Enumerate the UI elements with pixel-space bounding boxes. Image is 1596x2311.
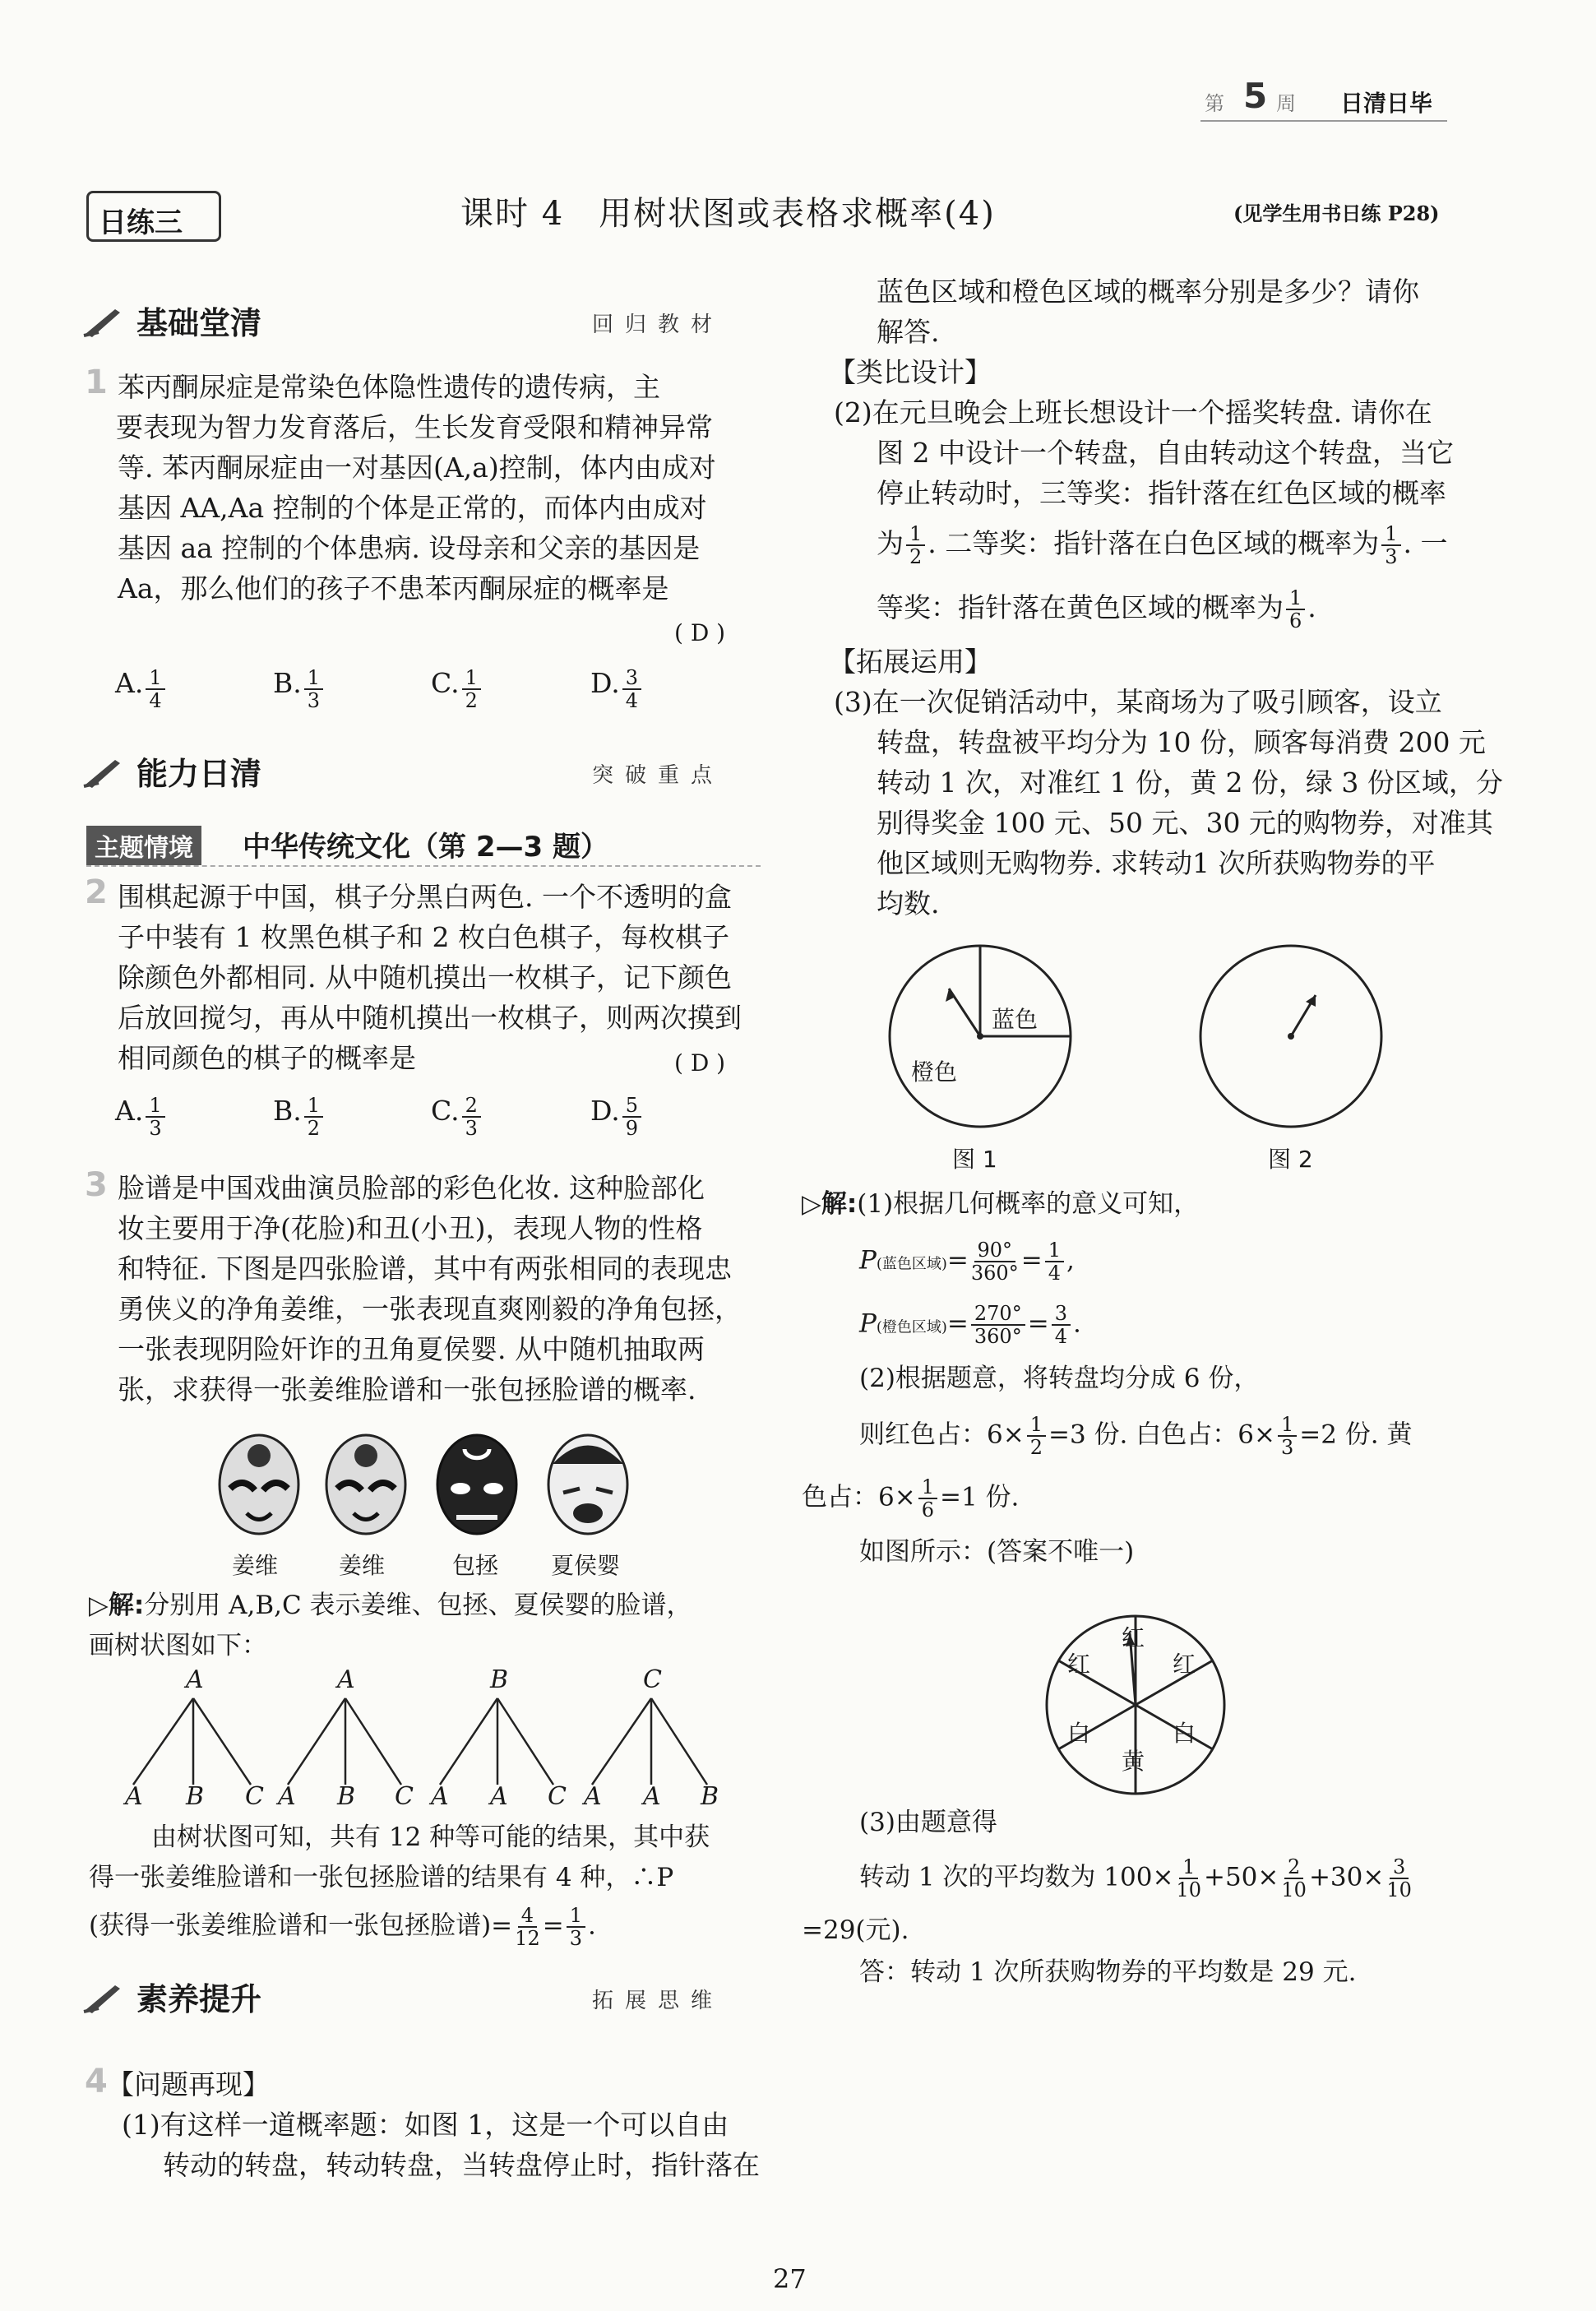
section-literacy-title: 素养提升 (136, 1981, 262, 2017)
opera-masks (214, 1431, 641, 1579)
header-rule (1200, 120, 1447, 122)
problem-label: 【问题再现】 (107, 2068, 270, 2100)
question-4-text-left (107, 2064, 773, 2185)
ext-label: 【拓展运用】 (829, 646, 992, 678)
option-d: D. $\frac{5}{9}$ (590, 1091, 644, 1139)
day-badge-text: 日练三 (99, 206, 183, 239)
section-basic-tag: 回归教材 (592, 313, 724, 337)
option-c: C. $\frac{1}{2}$ (431, 663, 483, 711)
q3-line: 脸谱是中国戏曲演员脸部的彩色化妆. 这种脸部化 (118, 1172, 705, 1204)
conclusion-line: (获得一张姜维脸谱和一张包拯脸谱)= (89, 1910, 513, 1941)
analog-label: 【类比设计】 (829, 356, 992, 388)
conclusion-line: 得一张姜维脸谱和一张包拯脸谱的结果有 4 种，∴P (89, 1863, 674, 1892)
section-ability (82, 748, 756, 794)
section-literacy (82, 1974, 756, 2020)
question-1-text (118, 367, 767, 609)
tree-leaf: A (584, 1782, 602, 1811)
theme-label: 主题情境 (86, 826, 201, 865)
wheel-labels (1041, 1610, 1230, 1799)
tree-root: C (643, 1665, 662, 1694)
mask-icon (432, 1431, 522, 1546)
q3-line: 和特征. 下图是四张脸谱，其中有两张相同的表现忠 (118, 1253, 732, 1285)
tree-leaf: B (701, 1782, 719, 1811)
brand-label: 日清日毕 (1340, 90, 1433, 117)
week-suffix: 周 (1276, 92, 1296, 115)
q4-line: 均数. (877, 887, 940, 919)
q4-line: 解答. (877, 316, 940, 348)
q4-line: (3)在一次促销活动中，某商场为了吸引顾客，设立 (834, 686, 1442, 718)
figure-1-spinner (881, 938, 1079, 1135)
mask-label: 姜维 (232, 1552, 279, 1579)
solution-line: 画树状图如下： (89, 1631, 267, 1660)
option-b: B. $\frac{1}{3}$ (273, 663, 326, 711)
q2-line: 围棋起源于中国，棋子分黑白两色. 一个不透明的盒 (118, 881, 732, 913)
tree-leaf: A (431, 1782, 449, 1811)
wheel-sector: 白 (1067, 1720, 1091, 1747)
q3-line: 勇侠义的净角姜维，一张表现直爽刚毅的净角包拯， (118, 1293, 742, 1325)
tree-leaf: A (643, 1782, 661, 1811)
section-ability-title: 能力日清 (136, 756, 262, 792)
question-2-options (115, 1091, 740, 1156)
wheel-sector: 红 (1122, 1624, 1145, 1651)
question-1-options (115, 663, 740, 729)
page-number: 27 (773, 2263, 807, 2295)
section-ability-tag: 突破重点 (592, 763, 724, 788)
question-4-text-right: 蓝色区域和橙色区域的概率分别是多少？请你 解答. 【类比设计】 (2)在元旦晚会上班长想设计一个摇奖转盘. 请你在 图 2 中设计一个转盘，自由转动这个转盘，当它 停止转动时，三等奖：指针落在红色区域的概率 为 $\frac{1}{2}$ . 二等奖：指针落在白色区域的概率为 $\frac{1}{3}$ . 一 等奖：指针落在黄色区域的概率为 $\frac{1}{6}$ . 【拓展运用】 (3)在一次促销活动中，某商场为了吸引顾客，设立 转盘，转盘被平均分为 10 份，顾客每消费 200 元 转动 1 次，对准红 1 份，黄 2 份，绿 3 份区域，分 别得奖金 100 元、50 元、30 元的购物券，对准其 他区域则无购物券. 求转动1 次所获购物券的平 均数. (829, 271, 1503, 924)
tree-leaf: C (548, 1782, 567, 1811)
theme-banner (86, 822, 761, 867)
figure-2-caption: 图 2 (1268, 1146, 1313, 1173)
tree-leaf: B (186, 1782, 205, 1811)
q4-line: 图 2 中设计一个转盘，自由转动这个转盘，当它 (877, 437, 1454, 469)
question-4-part3-solution: (3)由题意得 转动 1 次的平均数为 100× $\frac{1}{10}$ +50× $\frac{2}{10}$ +30× $\frac{3}{10}$ =29(元). 答：转动 1 次所获购物券的平均数是 29 元. (802, 1808, 1412, 1987)
q1-line: 基因 aa 控制的个体患病. 设母亲和父亲的基因是 (118, 532, 701, 564)
tree-leaf: A (278, 1782, 296, 1811)
q2-line: 相同颜色的棋子的概率是 (118, 1042, 416, 1074)
option-c: C. $\frac{2}{3}$ (431, 1091, 483, 1139)
q4-line: 蓝色区域和橙色区域的概率分别是多少？请你 (877, 276, 1419, 308)
theme-text: 中华传统文化（第 2—3 题） (243, 831, 608, 864)
lesson-title: 课时 4 用树状图或表格求概率(4) (460, 195, 996, 233)
figure-2-spinner (1192, 938, 1390, 1135)
pen-icon (82, 753, 132, 790)
question-1-answer: ( D ) (674, 619, 726, 646)
q4-line: 别得奖金 100 元、50 元、30 元的购物券，对准其 (877, 807, 1493, 839)
solution-line: 分别用 A,B,C 表示姜维、包拯、夏侯婴的脸谱， (144, 1591, 692, 1620)
tree-labels (115, 1665, 740, 1809)
mask-label: 姜维 (339, 1552, 386, 1579)
q2-line: 后放回搅匀，再从中随机摸出一枚棋子，则两次摸到 (118, 1002, 742, 1034)
tree-leaf: C (245, 1782, 264, 1811)
tree-root: A (337, 1665, 355, 1694)
solution-label: ▷解: (802, 1189, 858, 1219)
option-a: A. $\frac{1}{3}$ (115, 1091, 168, 1139)
wheel-sector: 红 (1067, 1651, 1091, 1678)
mask-icon (543, 1431, 633, 1546)
tree-leaf: A (125, 1782, 143, 1811)
q4-line: 停止转动时，三等奖：指针落在红色区域的概率 (877, 477, 1446, 509)
question-4-number: 4 (85, 2063, 108, 2100)
wheel-sector: 白 (1173, 1720, 1196, 1747)
tree-leaf: C (395, 1782, 414, 1811)
day-badge (86, 191, 221, 242)
question-4-solution: ▷解:(1)根据几何概率的意义可知， P(蓝色区域)= $\frac{90^\circ}{360^\circ}$ = $\frac{1}{4}$ , P(橙色区域)= $\frac{270^\circ}{360^\circ}$ = $\frac{3}{4}$ . (2)根据题意，将转盘均分成 6 份， 则红色占：6× $\frac{1}{2}$ =3 份. 白色占：6× $\frac{1}{3}$ =2 份. 黄 色占：6× $\frac{1}{6}$ =1 份. 如图所示：(答案不唯一) (802, 1189, 1413, 1567)
question-3-solution (89, 1586, 763, 1666)
question-1-number: 1 (85, 364, 108, 401)
section-basic-title: 基础堂清 (136, 305, 262, 341)
q4-line: (2)在元旦晚会上班长想设计一个摇奖转盘. 请你在 (834, 396, 1432, 428)
q3-line: 妆主要用于净(花脸)和丑(小丑)，表现人物的性格 (118, 1212, 703, 1244)
q4-line: 转动 1 次，对准红 1 份，黄 2 份，绿 3 份区域，分 (877, 766, 1503, 799)
option-d: D. $\frac{3}{4}$ (590, 663, 644, 711)
q2-line: 除颜色外都相同. 从中随机摸出一枚棋子，记下颜色 (118, 961, 732, 993)
conclusion-line: 由树状图可知，共有 12 种等可能的结果，其中获 (151, 1822, 710, 1852)
figure-1-blue-label: 蓝色 (992, 1006, 1039, 1033)
tree-leaf: A (490, 1782, 508, 1811)
figure-1-caption: 图 1 (952, 1146, 997, 1173)
q1-line: 基因 AA,Aa 控制的个体是正常的，而体内由成对 (118, 492, 707, 524)
figure-1-orange-label: 橙色 (911, 1058, 958, 1086)
question-3-text (118, 1168, 767, 1410)
tree-root: A (186, 1665, 204, 1694)
q1-line: 等. 苯丙酮尿症由一对基因(A,a)控制，体内由成对 (118, 452, 716, 484)
q4-line: (1)有这样一道概率题：如图 1，这是一个可以自由 (122, 2109, 729, 2141)
mask-label: 包拯 (452, 1552, 499, 1579)
section-literacy-tag: 拓展思维 (592, 1989, 724, 2013)
mask-label: 夏侯婴 (551, 1552, 621, 1579)
pen-icon (82, 1979, 132, 2015)
wheel-sector: 红 (1173, 1651, 1196, 1678)
q1-line: 苯丙酮尿症是常染色体隐性遗传的遗传病，主 (118, 371, 660, 403)
question-2-answer: ( D ) (674, 1049, 726, 1077)
pen-icon (82, 303, 132, 339)
reference-note: (见学生用书日练 P28) (1233, 201, 1440, 225)
option-a: A. $\frac{1}{4}$ (115, 663, 168, 711)
tree-leaf: B (337, 1782, 356, 1811)
week-prefix: 第 (1205, 92, 1224, 115)
q4-line: 他区域则无购物券. 求转动1 次所获购物券的平 (877, 847, 1436, 879)
question-2-number: 2 (85, 873, 108, 911)
q1-line: 要表现为智力发育落后，生长发育受限和精神异常 (116, 411, 713, 443)
wheel-sector: 黄 (1122, 1748, 1145, 1775)
q4-line: 转盘，转盘被平均分为 10 份，顾客每消费 200 元 (877, 726, 1486, 758)
q1-line: Aa，那么他们的孩子不患苯丙酮尿症的概率是 (118, 572, 669, 604)
section-basic (82, 298, 756, 344)
option-b: B. $\frac{1}{2}$ (273, 1091, 326, 1139)
mask-icon (321, 1431, 411, 1546)
mask-icon (214, 1431, 304, 1546)
q3-line: 一张表现阴险奸诈的丑角夏侯婴. 从中随机抽取两 (118, 1333, 705, 1365)
tree-root: B (490, 1665, 509, 1694)
week-number: 5 (1243, 76, 1268, 116)
solution-label: ▷解: (89, 1591, 145, 1620)
q2-line: 子中装有 1 枚黑色棋子和 2 枚白色棋子，每枚棋子 (118, 921, 729, 953)
q3-line: 张，求获得一张姜维脸谱和一张包拯脸谱的概率. (118, 1373, 696, 1406)
question-3-number: 3 (85, 1166, 108, 1204)
week-header (1200, 76, 1447, 125)
question-3-conclusion: 由树状图可知，共有 12 种等可能的结果，其中获 得一张姜维脸谱和一张包拯脸谱的结果有 4 种，∴P (获得一张姜维脸谱和一张包拯脸谱)= $\frac{4}{12}$ = $\frac{1}{3}$ . (89, 1818, 763, 1949)
q4-line: 转动的转盘，转动转盘，当转盘停止时，指针落在 (163, 2149, 760, 2181)
question-2-text (118, 877, 767, 1078)
